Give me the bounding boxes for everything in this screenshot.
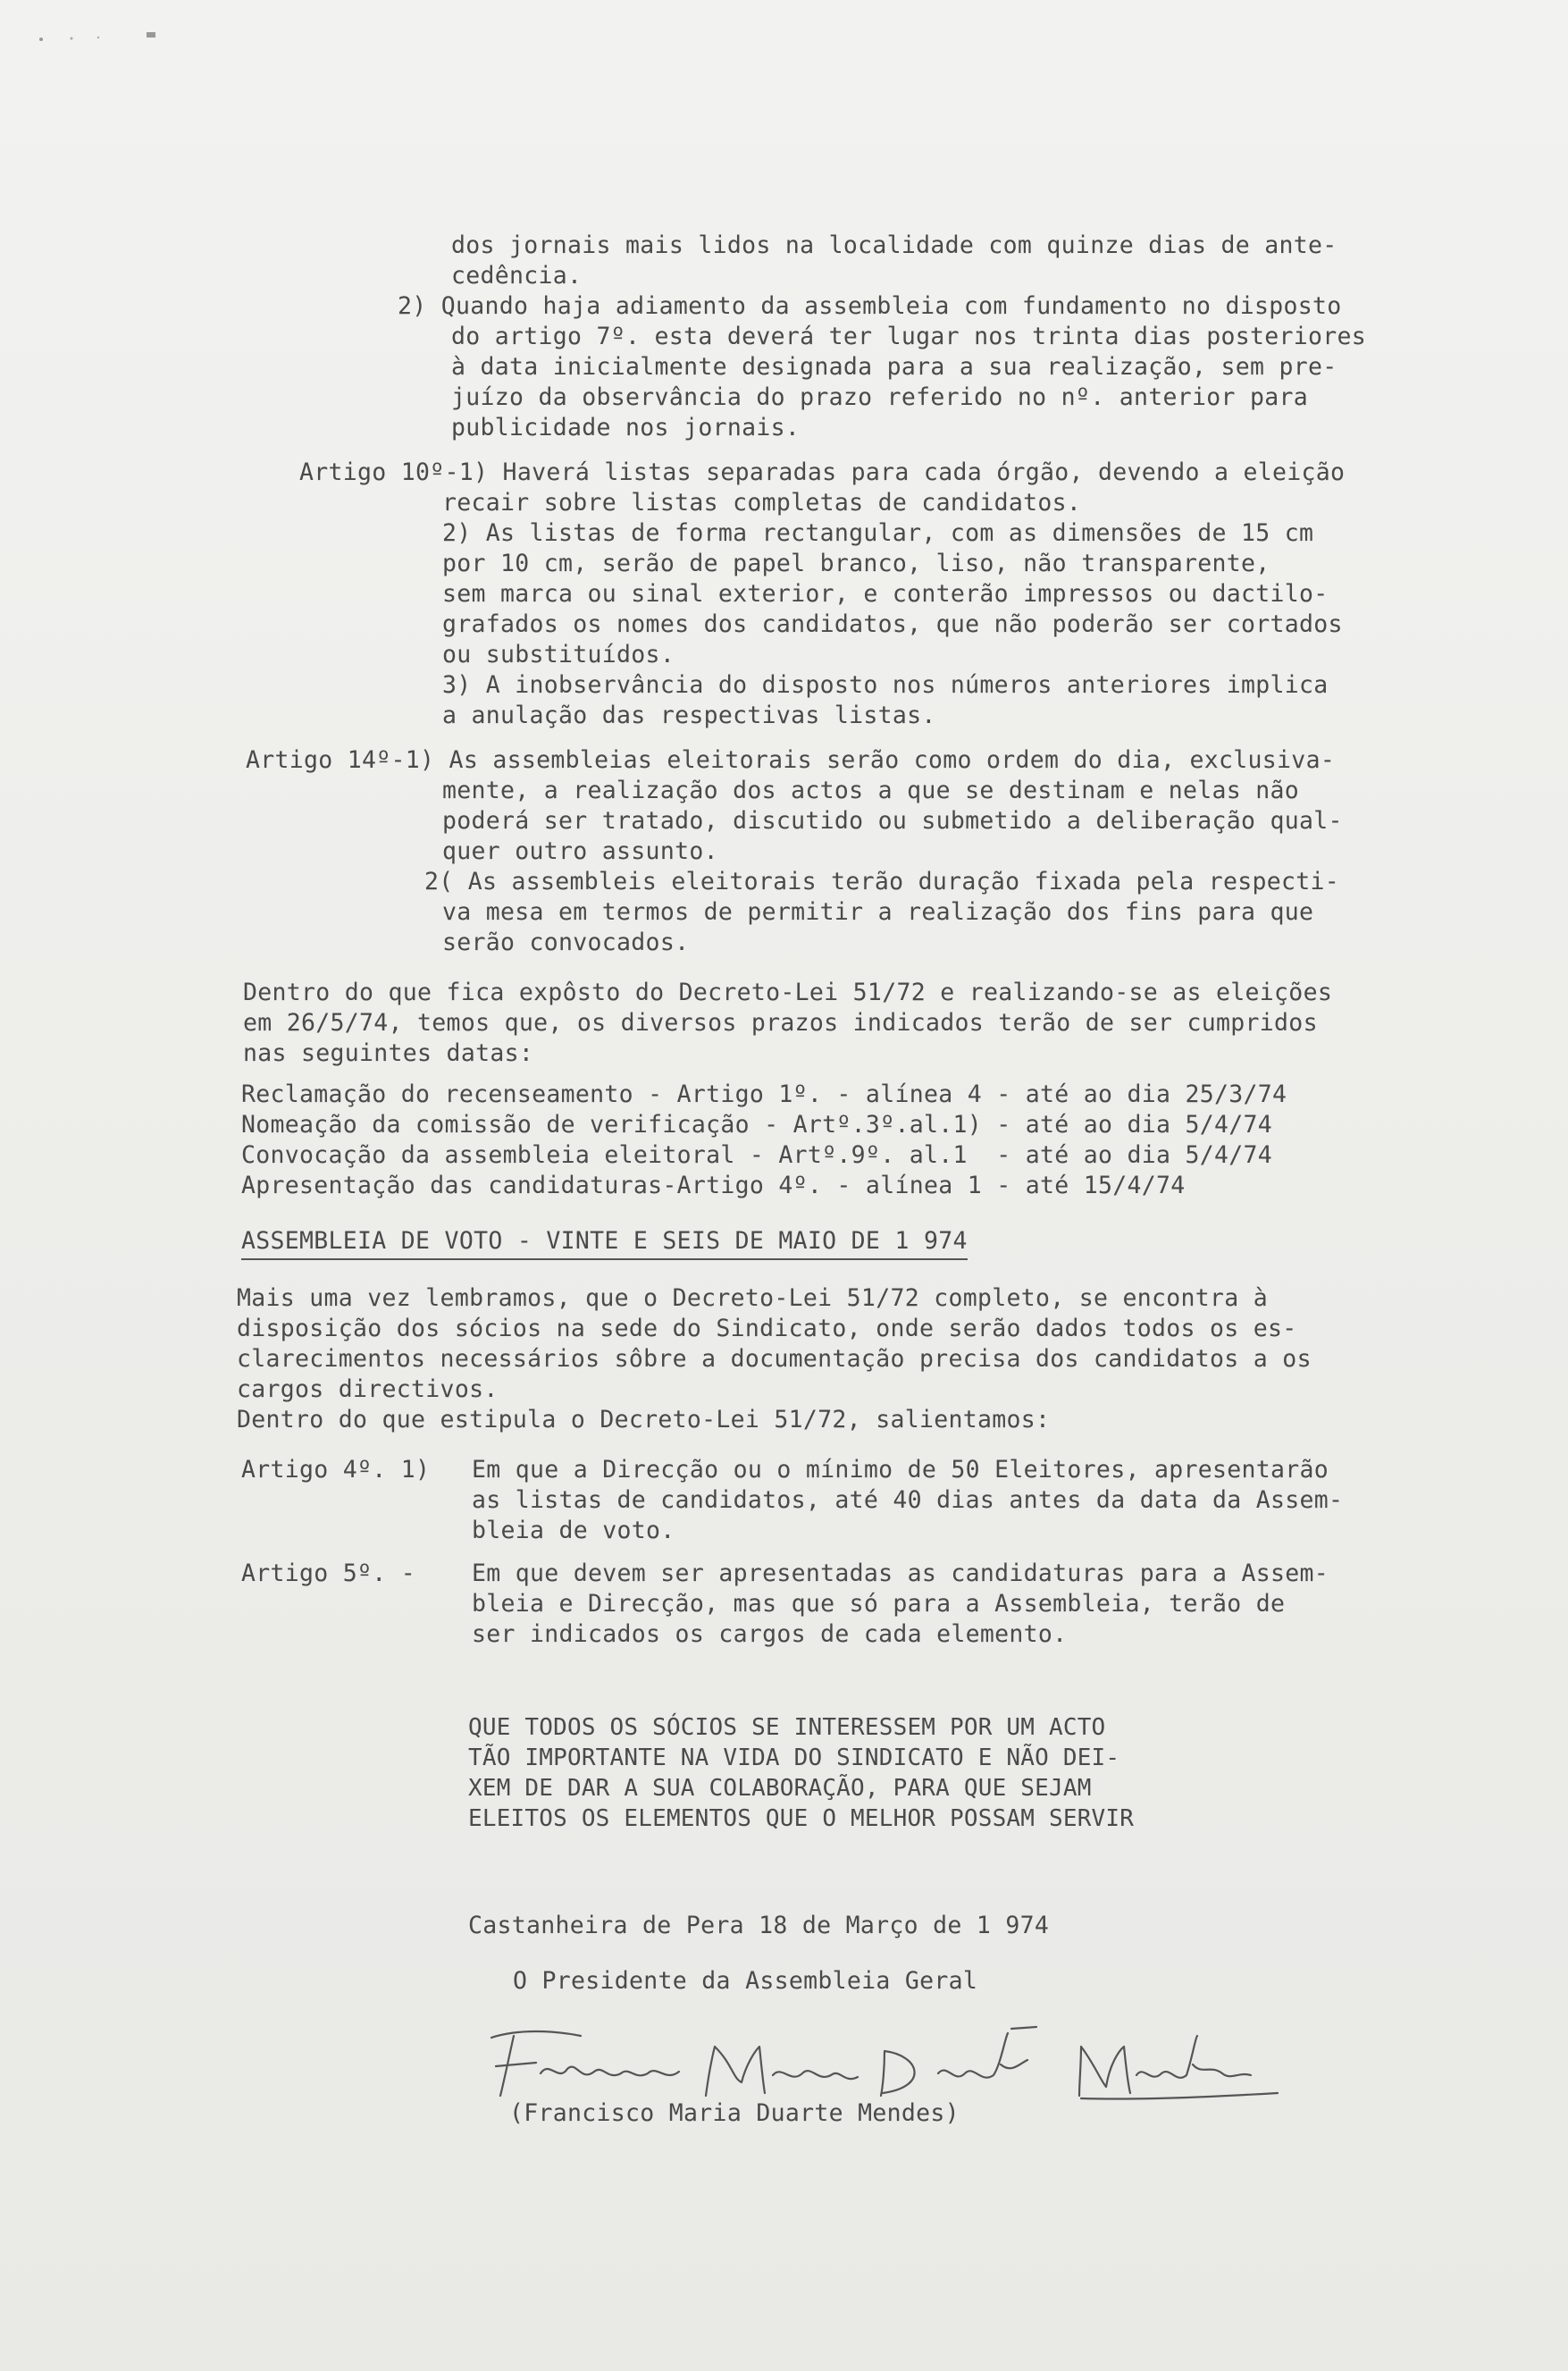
text-line: quer outro assunto. xyxy=(442,837,718,865)
paper-speck-marks xyxy=(36,27,161,45)
text-line: mente, a realização dos actos a que se destinam e nelas não xyxy=(442,777,1300,804)
deadline-line: Reclamação do recenseamento - Artigo 1º. - alínea 4 - até ao dia 25/3/74 xyxy=(241,1080,1287,1108)
text-line: Em que devem ser apresentadas as candidaturas para a Assem- xyxy=(472,1560,1329,1587)
text-line: Em que a Direcção ou o mínimo de 50 Eleitores, apresentarão xyxy=(472,1456,1329,1484)
text-line: recair sobre listas completas de candidatos. xyxy=(442,489,1082,517)
text-line: Dentro do que fica expôsto do Decreto-Lei 51/72 e realizando-se as eleições xyxy=(243,979,1333,1006)
signatory-name: (Francisco Maria Duarte Mendes) xyxy=(509,2099,960,2127)
text-line: Mais uma vez lembramos, que o Decreto-Lei 51/72 completo, se encontra à xyxy=(237,1284,1269,1312)
text-line: à data inicialmente designada para a sua realização, sem pre- xyxy=(451,353,1337,381)
text-line: 2) As listas de forma rectangular, com as dimensões de 15 cm xyxy=(442,519,1314,547)
text-line: dos jornais mais lidos na localidade com quinze dias de ante- xyxy=(451,231,1337,259)
place-date: Castanheira de Pera 18 de Março de 1 974 xyxy=(468,1912,1050,1939)
appeal-line: QUE TODOS OS SÓCIOS SE INTERESSEM POR UM ACTO xyxy=(468,1714,1106,1741)
text-line: cedência. xyxy=(451,262,583,290)
article-4-label: Artigo 4º. 1) xyxy=(241,1456,431,1484)
text-line: disposição dos sócios na sede do Sindicato, onde serão dados todos os es- xyxy=(237,1315,1297,1342)
text-line: bleia de voto. xyxy=(472,1517,675,1544)
text-line: ou substituídos. xyxy=(442,641,675,668)
article-14-heading-line: Artigo 14º-1) As assembleias eleitorais serão como ordem do dia, exclusiva- xyxy=(246,746,1336,774)
deadline-line: Apresentação das candidaturas-Artigo 4º. - alínea 1 - até 15/4/74 xyxy=(241,1172,1186,1199)
text-line: 2( As assembleis eleitorais terão duração fixada pela respecti- xyxy=(424,868,1340,895)
text-line: va mesa em termos de permitir a realização dos fins para que xyxy=(442,898,1314,926)
section-heading: ASSEMBLEIA DE VOTO - VINTE E SEIS DE MAIO DE 1 974 xyxy=(241,1226,968,1260)
text-line: bleia e Direcção, mas que só para a Assembleia, terão de xyxy=(472,1590,1286,1618)
article-5-label: Artigo 5º. - xyxy=(241,1560,416,1587)
text-line: sem marca ou sinal exterior, e conterão impressos ou dactilo- xyxy=(442,580,1329,608)
appeal-line: XEM DE DAR A SUA COLABORAÇÃO, PARA QUE SEJAM xyxy=(468,1775,1092,1802)
text-line: poderá ser tratado, discutido ou submetido a deliberação qual- xyxy=(442,807,1343,835)
appeal-line: ELEITOS OS ELEMENTOS QUE O MELHOR POSSAM SERVIR xyxy=(468,1805,1135,1832)
signatory-title: O Presidente da Assembleia Geral xyxy=(513,1967,978,1995)
handwritten-signature xyxy=(465,2011,1295,2109)
deadline-line: Nomeação da comissão de verificação - Artº.3º.al.1) - até ao dia 5/4/74 xyxy=(241,1111,1273,1139)
deadline-line: Convocação da assembleia eleitoral - Artº.9º. al.1 - até ao dia 5/4/74 xyxy=(241,1141,1273,1169)
article-10-heading-line: Artigo 10º-1) Haverá listas separadas para cada órgão, devendo a eleição xyxy=(299,458,1346,486)
text-line: cargos directivos. xyxy=(237,1375,499,1403)
text-line: serão convocados. xyxy=(442,929,690,956)
text-line: ser indicados os cargos de cada elemento. xyxy=(472,1620,1068,1648)
appeal-line: TÃO IMPORTANTE NA VIDA DO SINDICATO E NÃO DEI- xyxy=(468,1745,1120,1771)
text-line: por 10 cm, serão de papel branco, liso, não transparente, xyxy=(442,550,1270,577)
text-line: as listas de candidatos, até 40 dias antes da data da Assem- xyxy=(472,1486,1344,1514)
text-line: 2) Quando haja adiamento da assembleia com fundamento no disposto xyxy=(398,292,1342,320)
text-line: a anulação das respectivas listas. xyxy=(442,702,936,729)
text-line: nas seguintes datas: xyxy=(243,1039,534,1067)
text-line: grafados os nomes dos candidatos, que não poderão ser cortados xyxy=(442,610,1343,638)
text-line: do artigo 7º. esta deverá ter lugar nos trinta dias posteriores xyxy=(451,323,1367,350)
text-line: clarecimentos necessários sôbre a documentação precisa dos candidatos a os xyxy=(237,1345,1312,1373)
text-line: em 26/5/74, temos que, os diversos prazos indicados terão de ser cumpridos xyxy=(243,1009,1318,1037)
text-line: juízo da observância do prazo referido no nº. anterior para xyxy=(451,383,1309,411)
text-line: publicidade nos jornais. xyxy=(451,414,801,441)
text-line: Dentro do que estipula o Decreto-Lei 51/72, salientamos: xyxy=(237,1406,1051,1434)
text-line: 3) A inobservância do disposto nos números anteriores implica xyxy=(442,671,1329,699)
